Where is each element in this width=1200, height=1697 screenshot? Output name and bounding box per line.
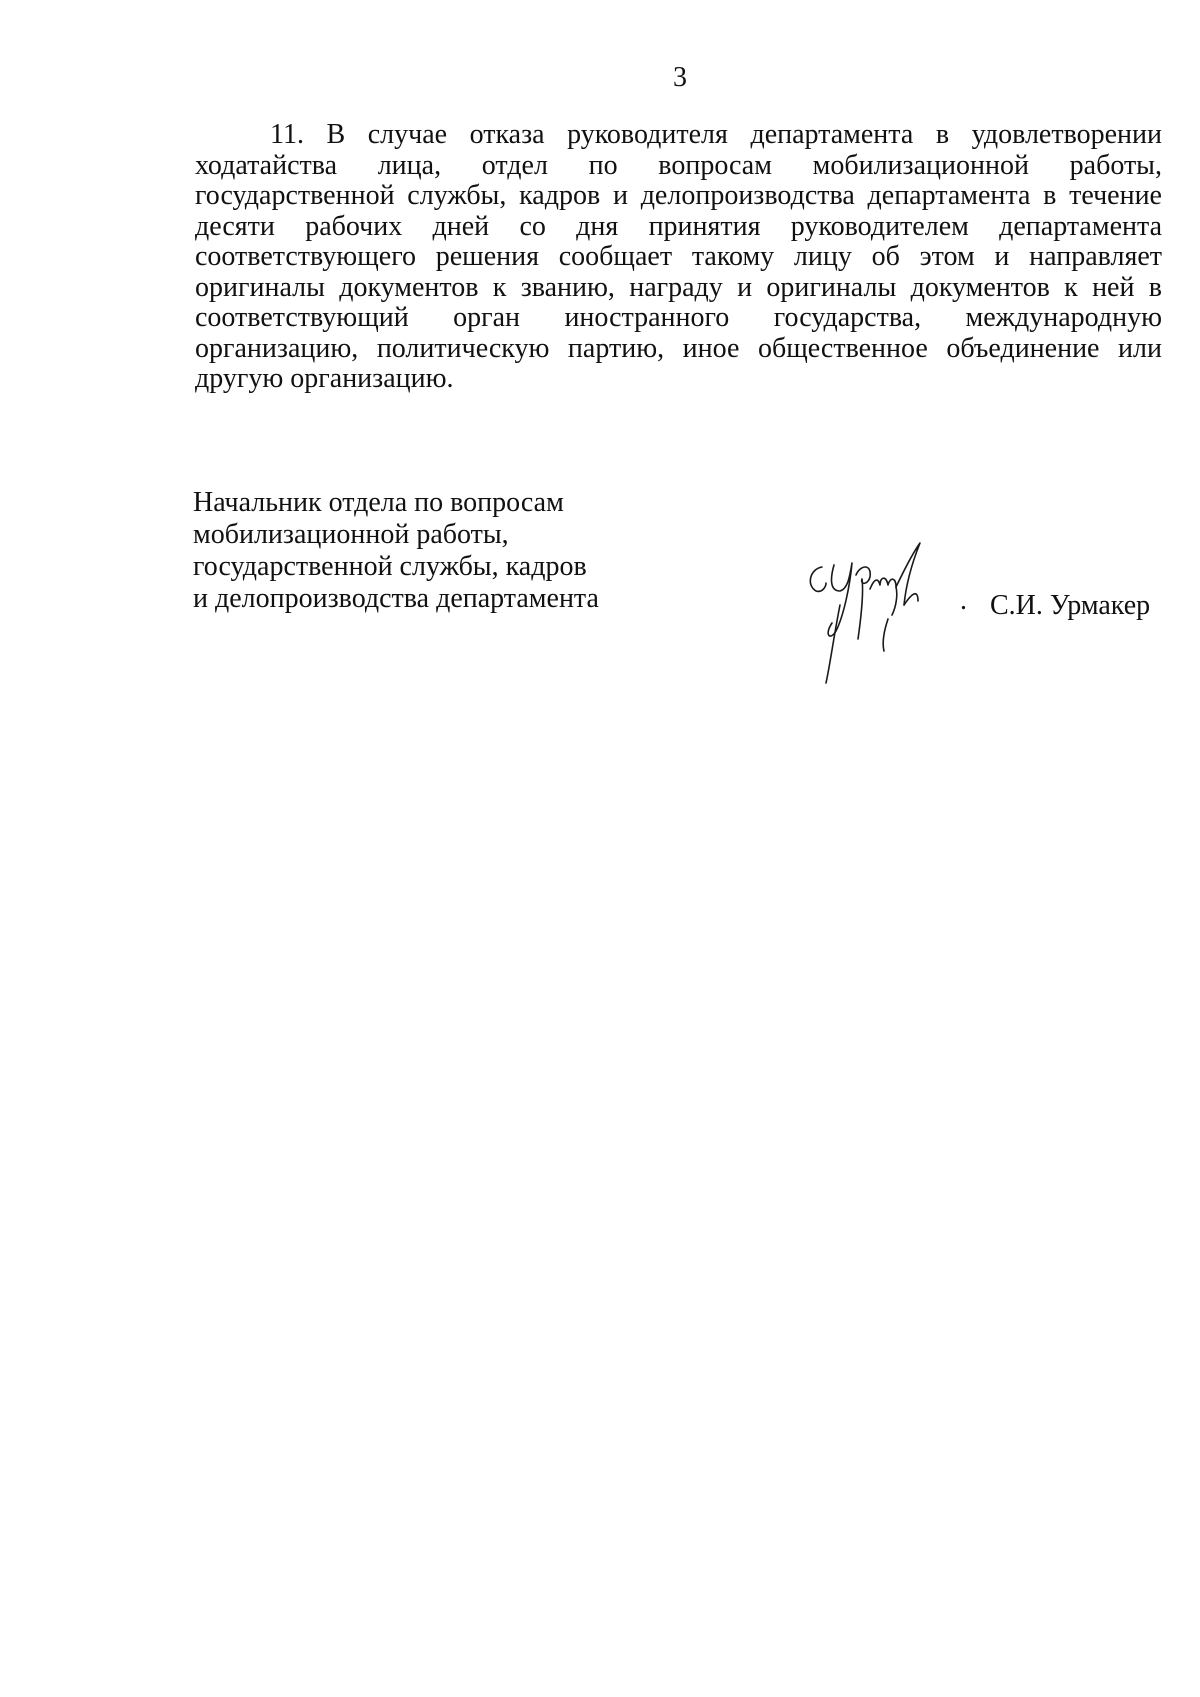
paragraph-line: другую организацию.: [195, 363, 454, 394]
paragraph-line: соответствующего решения сообщает такому лицу об этом и направляет: [195, 241, 1162, 272]
signatory-position: [193, 487, 599, 615]
handwritten-signature: [800, 535, 930, 690]
paragraph-line: десяти рабочих дней со дня принятия руководителем департамента: [195, 210, 1162, 242]
paragraph-line: соответствующий орган иностранного государства, международную: [195, 302, 1162, 333]
position-line: государственной службы, кадров: [193, 551, 587, 582]
position-line: мобилизационной работы,: [193, 519, 509, 550]
page-number: 3: [673, 62, 687, 93]
paragraph-line: оригиналы документов к званию, награду и оригиналы документов к ней в: [195, 271, 1162, 303]
body-paragraph: [195, 120, 1162, 395]
paragraph-line: 11. В случае отказа руководителя департамента в удовлетворении: [270, 119, 1162, 150]
paragraph-line: государственной службы, кадров и делопроизводства департамента в течение: [195, 180, 1162, 211]
signer-name: С.И. Урмакер: [990, 590, 1151, 621]
position-line: и делопроизводства департамента: [193, 583, 599, 614]
position-line: Начальник отдела по вопросам: [193, 487, 564, 518]
paragraph-line: ходатайства лица, отдел по вопросам мобилизационной работы,: [195, 149, 1162, 181]
paragraph-line: организацию, политическую партию, иное общественное объединение или: [195, 332, 1162, 364]
signature-dot: .: [960, 585, 967, 616]
